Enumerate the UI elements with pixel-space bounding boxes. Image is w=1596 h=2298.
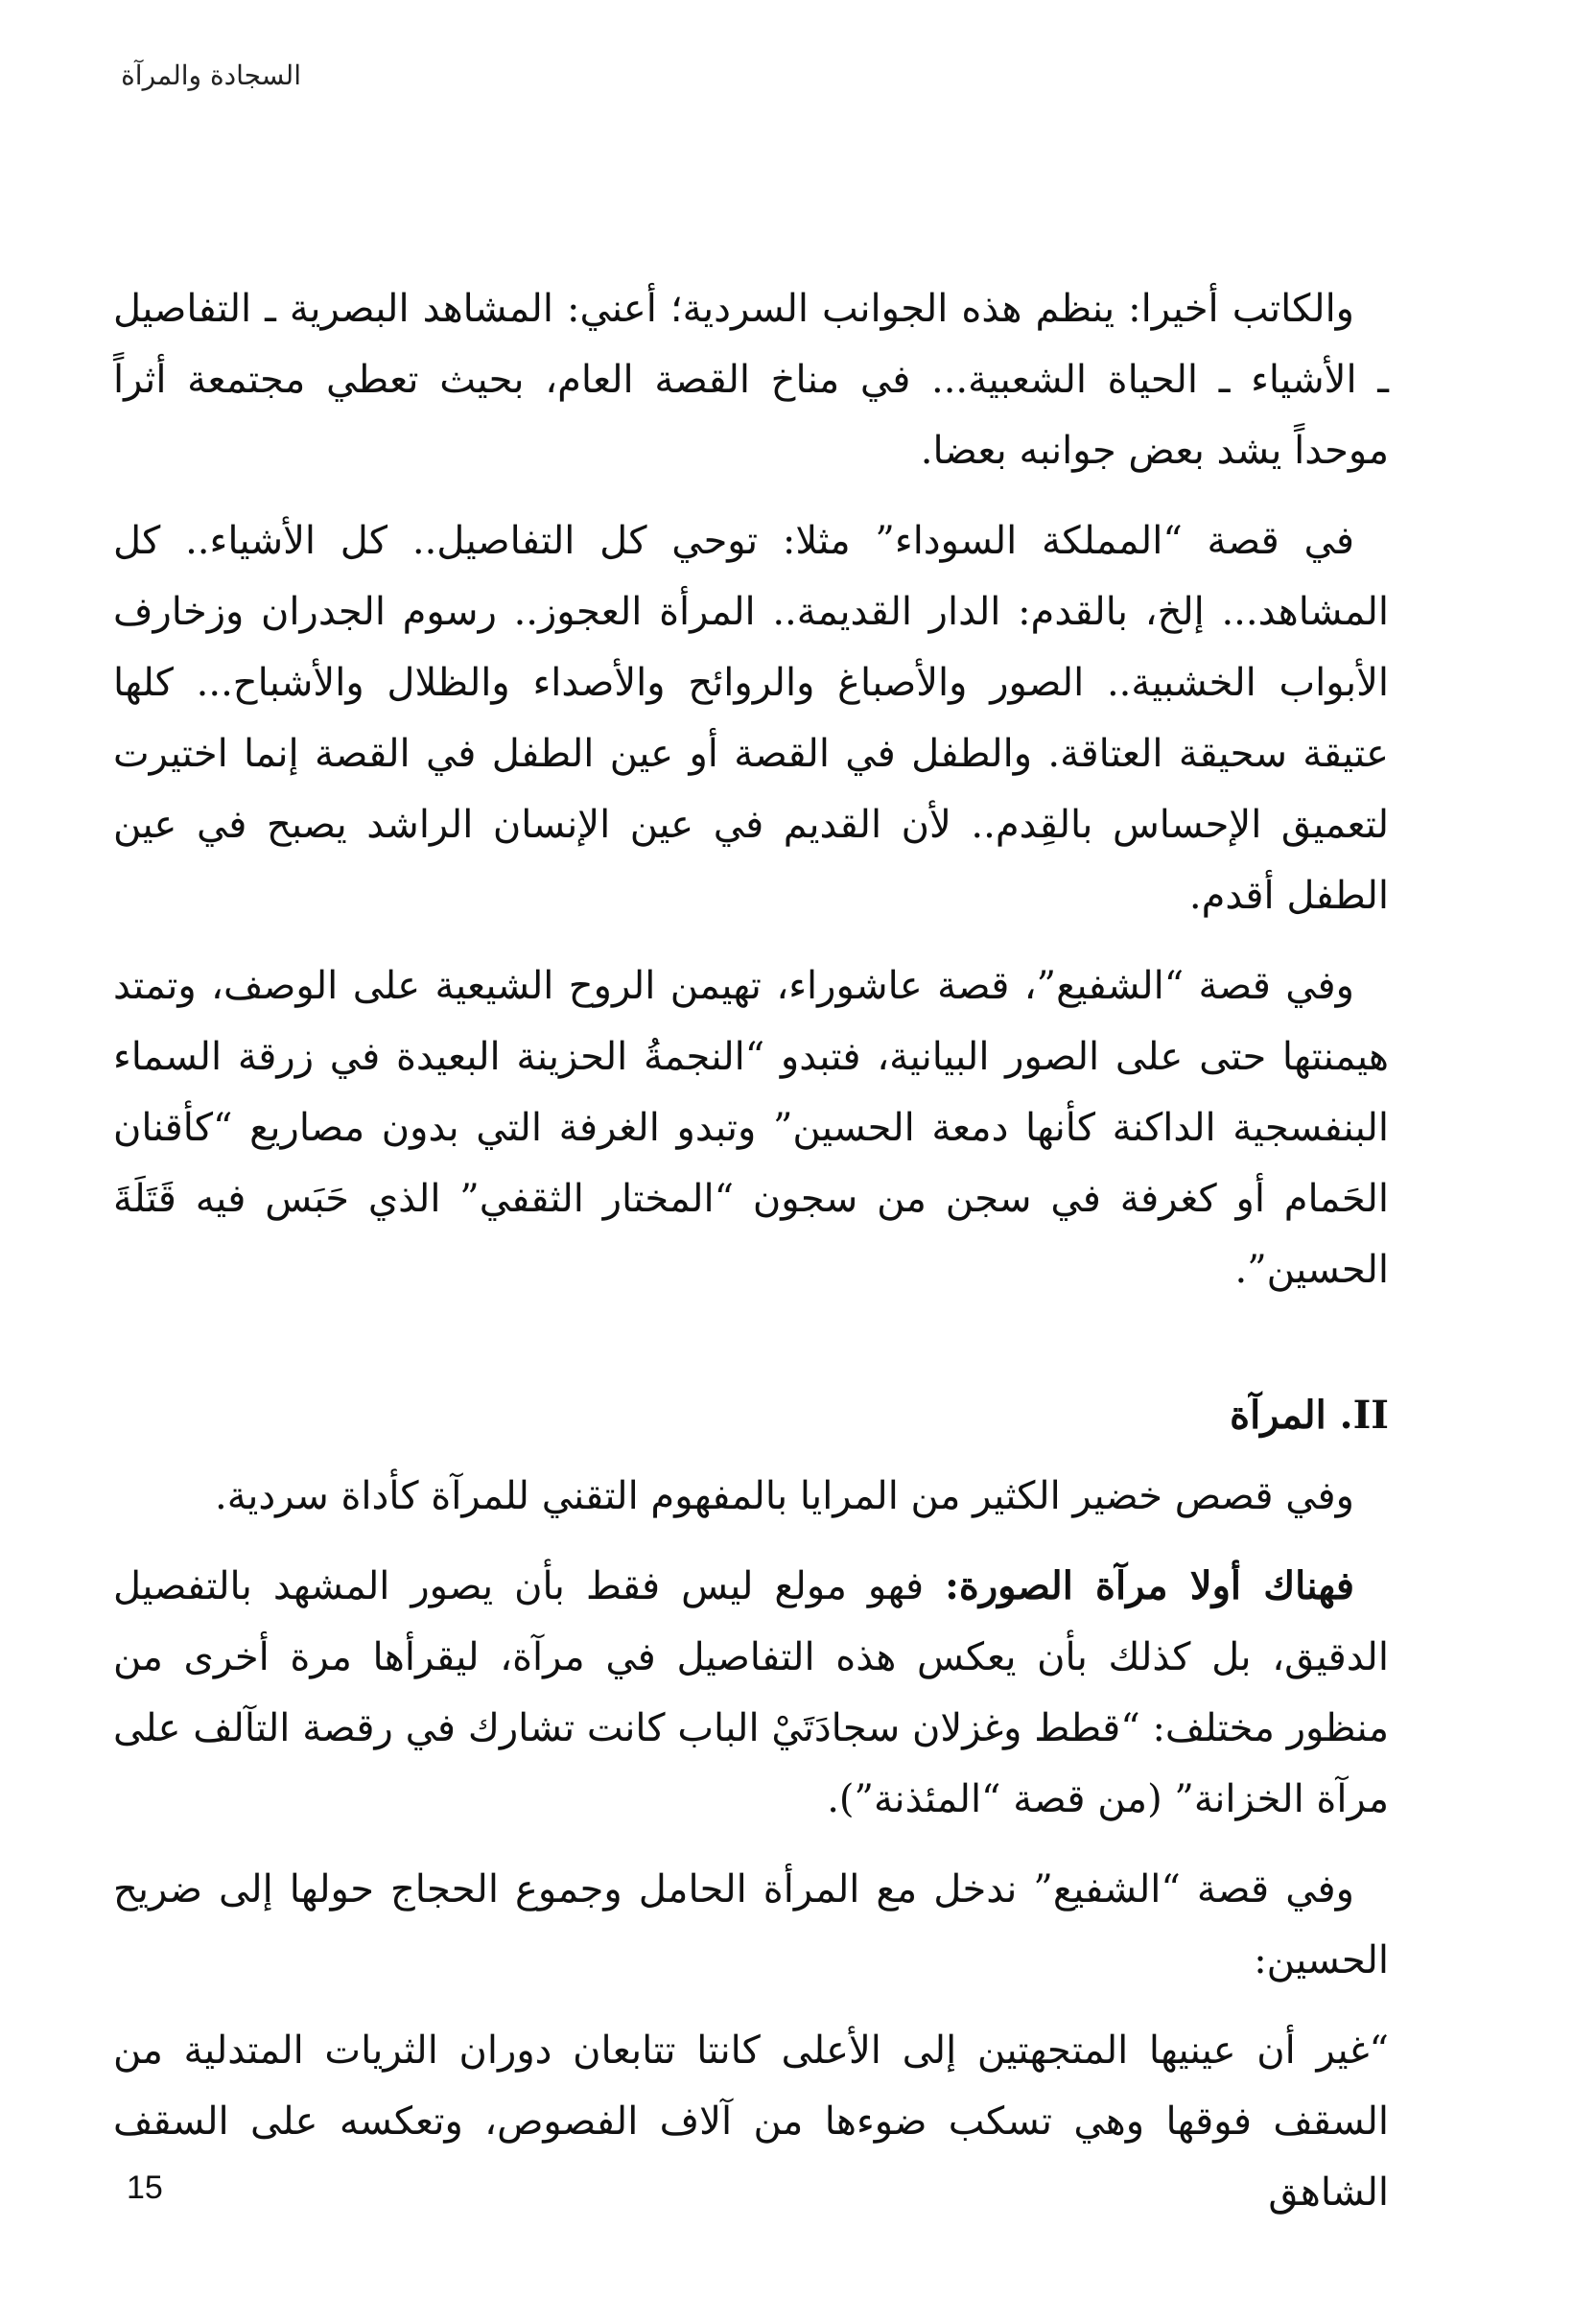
paragraph <box>113 1551 1389 1835</box>
body-text <box>113 273 1389 2247</box>
bold-lead-phrase: فهناك أولا مرآة الصورة: <box>945 1563 1354 1608</box>
quotation-paragraph: “غير أن عينيها المتجهتين إلى الأعلى كانتا تتابعان دوران الثريات المتدلية من السقف فوقها وهي تسكب ضوءها من آلاف الفصوص، وتعكسه على السقف الشاهق <box>113 2028 1389 2215</box>
paragraph: والكاتب أخيرا: ينظم هذه الجوانب السردية؛ أعني: المشاهد البصرية ـ التفاصيل ـ الأشياء ـ الحياة الشعبية... في مناخ القصة العام، بحيث تعطي مجتمعة أثراً موحداً يشد بعض جوانبه بعضا. <box>113 287 1389 473</box>
running-head: السجادة والمرآة <box>121 59 301 91</box>
page-number: 15 <box>127 2169 163 2206</box>
section-heading: II. المرآة <box>1230 1393 1389 1438</box>
paragraph: وفي قصة “الشفيع” ندخل مع المرأة الحامل وجموع الحجاج حولها إلى ضريح الحسين: <box>113 1867 1389 1982</box>
paragraph-text: فهو مولع ليس فقط بأن يصور المشهد بالتفصيل الدقيق، بل كذلك بأن يعكس هذه التفاصيل في مرآة، ليقرأها مرة أخرى من منظور مختلف: “قطط وغزلان سجادَتَيْ الباب كانت تشارك في رقصة التآلف على مرآة الخزانة” (من قصة “المئذنة”). <box>113 1564 1389 1821</box>
paragraph: وفي قصص خضير الكثير من المرايا بالمفهوم التقني للمرآة كأداة سردية. <box>215 1474 1354 1518</box>
paragraph: في قصة “المملكة السوداء” مثلا: توحي كل التفاصيل.. كل الأشياء.. كل المشاهد... إلخ، بالقدم: الدار القديمة.. المرأة العجوز.. رسوم الجدران وزخارف الأبواب الخشبية.. الصور والأصباغ والروائح والأصداء والظلال والأشباح... كلها عتيقة سحيقة العتاقة. والطفل في القصة أو عين الطفل في القصة إنما اختيرت لتعميق الإحساس بالقِدم.. لأن القديم في عين الإنسان الراشد يصبح في عين الطفل أقدم. <box>113 519 1389 918</box>
paragraph: وفي قصة “الشفيع”، قصة عاشوراء، تهيمن الروح الشيعية على الوصف، وتمتد هيمنتها حتى على الصور البيانية، فتبدو “النجمةُ الحزينة البعيدة في زرقة السماء البنفسجية الداكنة كأنها دمعة الحسين” وتبدو الغرفة التي بدون مصاريع “كأقنان الحَمام أو كغرفة في سجن من سجون “المختار الثقفي” الذي حَبَس فيه قَتَلَةَ الحسين”. <box>113 964 1389 1292</box>
